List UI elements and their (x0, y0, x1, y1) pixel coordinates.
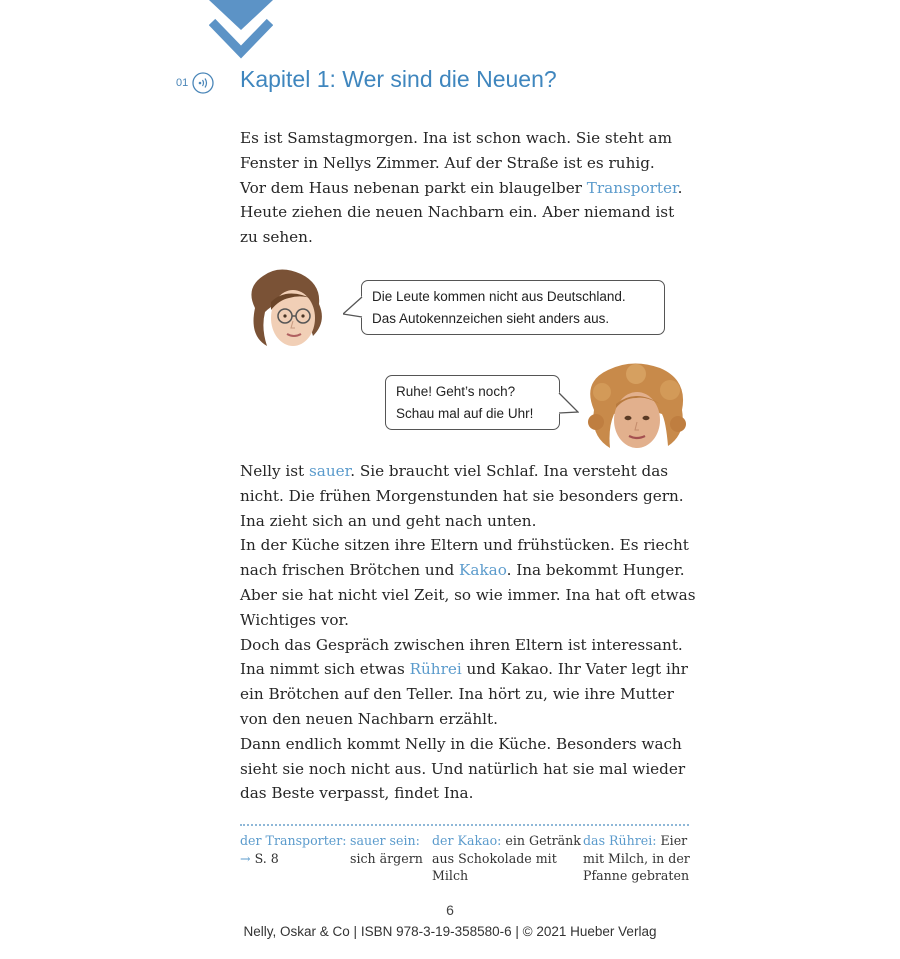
speech-bubble-tail (343, 296, 364, 320)
glossary-entry-ruehrei: das Rührei: Eier mit Milch, in der Pfanne gebraten (583, 833, 690, 883)
glossary-link-ruehrei[interactable]: Rührei (409, 660, 462, 679)
footer-credits: Nelly, Oskar & Co | ISBN 978-3-19-358580-6 | © 2021 Hueber Verlag (243, 924, 657, 939)
intro-paragraph: Es ist Samstagmorgen. Ina ist schon wach. Sie steht am Fenster in Nellys Zimmer. Auf der Straße ist es ruhig. Vor dem Haus nebenan parkt ein blaugelber Transporter. Heute ziehen die neuen Nachbarn ein. Aber niemand ist zu sehen. (240, 129, 683, 247)
story-paragraph: Nelly ist sauer. Sie braucht viel Schlaf. Ina versteht das nicht. Die frühen Morgenstunden hat sie besonders gern. Ina zieht sich an und geht nach unten. In der Küche sitzen ihre Eltern und frühstücken. Es riecht nach frischen Brötchen und Kakao. Ina bekommt Hunger. Aber sie hat nicht viel Zeit, so wie immer. Ina hat oft etwas Wichtiges vor. Doch das Gespräch zwischen ihren Eltern ist interessant. Ina nimmt sich etwas Rührei und Kakao. Ihr Vater legt ihr ein Brötchen auf den Teller. Ina hört zu, wie ihre Mutter von den neuen Nachbarn erzählt. Dann endlich kommt Nelly in die Küche. Besonders wach sieht sie noch nicht aus. Und natürlich hat sie mal wieder das Beste verpasst, findet Ina. (240, 462, 696, 803)
audio-track-marker[interactable] (176, 72, 214, 94)
glossary-entry-transporter: der Transporter: → S. 8 (240, 833, 347, 866)
glossary-divider (240, 824, 689, 826)
audio-icon (192, 72, 214, 94)
arrow-right-icon: → (240, 850, 251, 866)
chapter-chevron-icon (209, 0, 273, 60)
speech-bubble-ina: Die Leute kommen nicht aus Deutschland. Das Autokennzeichen sieht anders aus. (361, 280, 665, 335)
glossary-link-transporter[interactable]: Transporter (586, 178, 678, 197)
glossary-link-sauer[interactable]: sauer (308, 462, 351, 480)
page-number: 6 (446, 902, 454, 918)
track-number: 01 (176, 77, 189, 89)
speech-bubble-nelly: Ruhe! Geht’s noch? Schau mal auf die Uhr! (385, 375, 560, 430)
glossary-link-kakao[interactable]: Kakao (459, 561, 507, 580)
ina-portrait-illustration (241, 266, 333, 356)
glossary-entry-kakao: der Kakao: ein Getränk aus Schokolade mit Milch (432, 833, 581, 883)
chapter-title: Kapitel 1: Wer sind die Neuen? (240, 66, 557, 92)
glossary-entry-sauer: sauer sein: sich ärgern (350, 833, 423, 866)
speech-bubble-tail (558, 392, 579, 416)
nelly-portrait-illustration (582, 362, 690, 454)
